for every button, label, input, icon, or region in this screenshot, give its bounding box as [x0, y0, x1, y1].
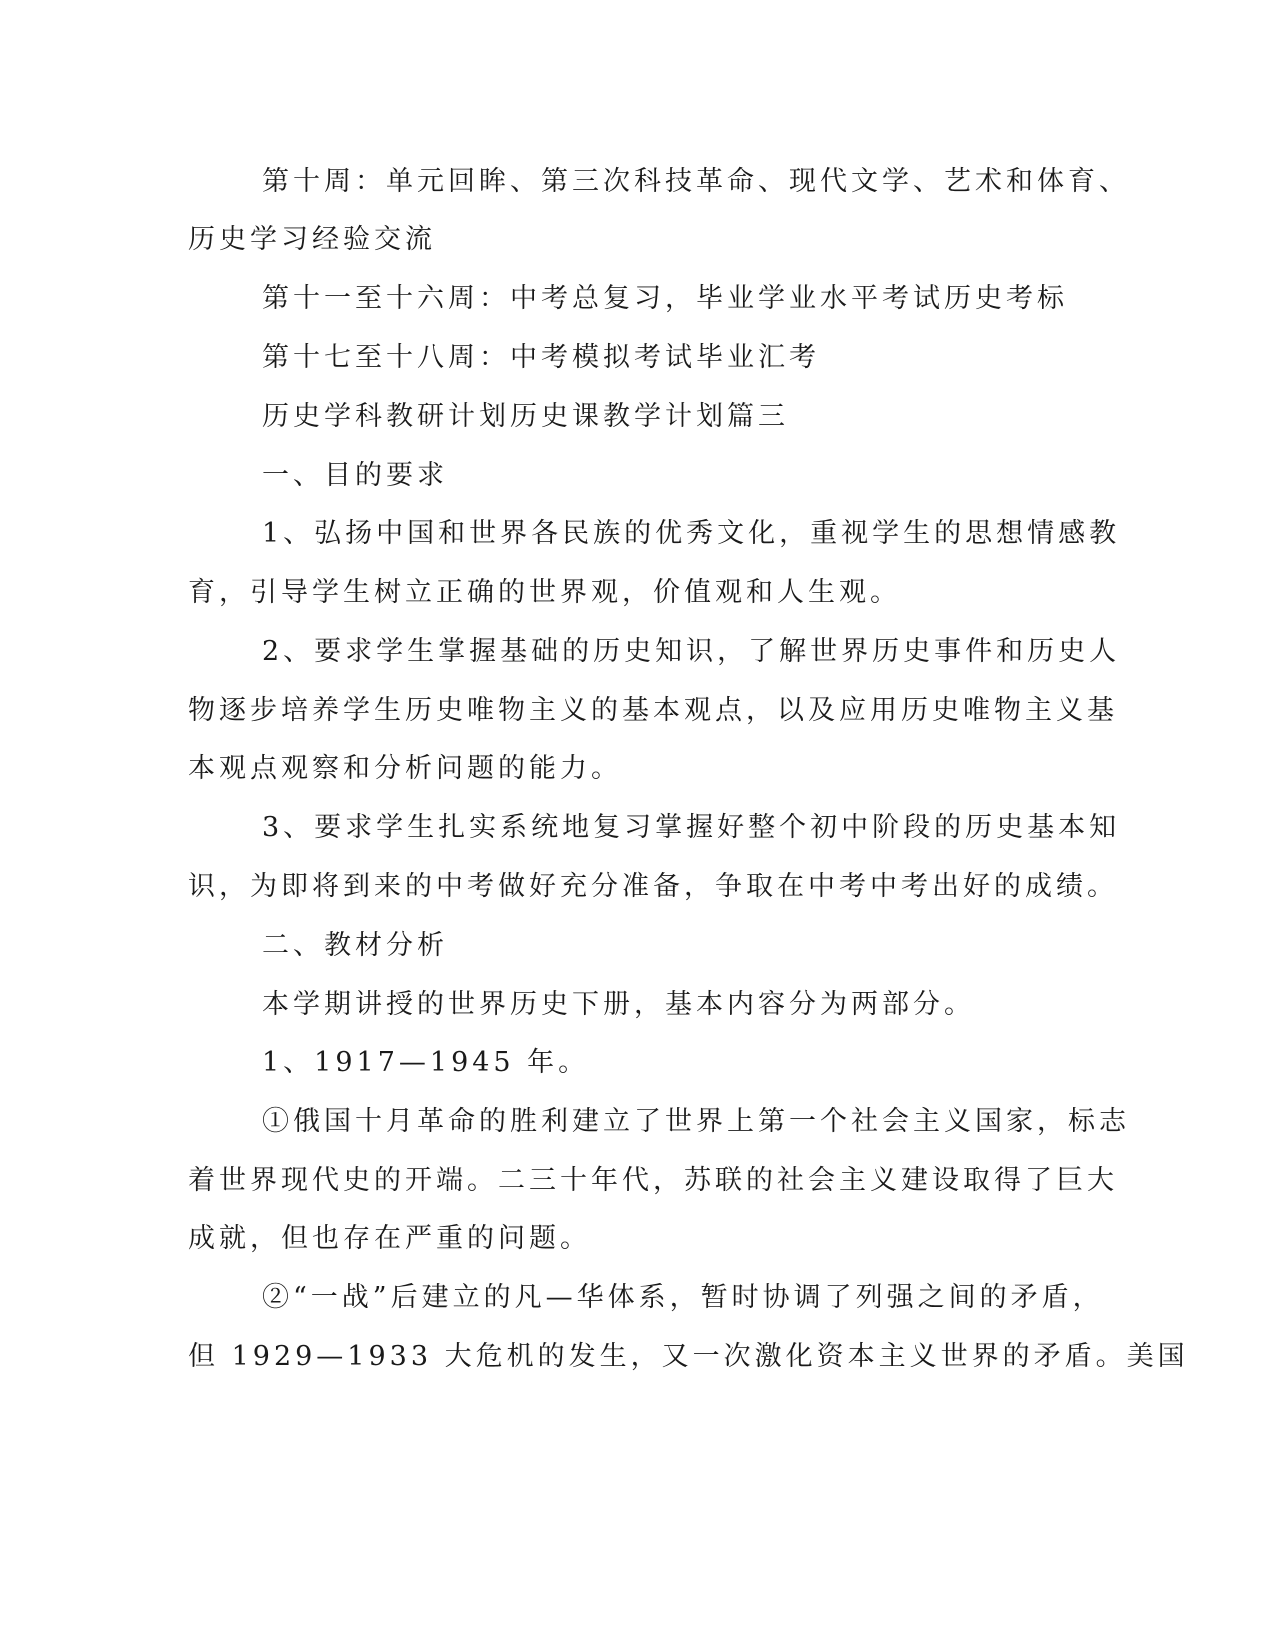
- heading-textbook-analysis: 二、教材分析: [262, 930, 448, 961]
- paragraph-week-ten-cont: 历史学习经验交流: [188, 224, 436, 255]
- objective-1: 1、弘扬中国和世界各民族的优秀文化，重视学生的思想情感教: [262, 518, 1121, 549]
- analysis-point-1-cont-1: 着世界现代史的开端。二三十年代，苏联的社会主义建设取得了巨大: [188, 1165, 1118, 1196]
- analysis-point-1-cont-2: 成就，但也存在严重的问题。: [188, 1223, 591, 1254]
- paragraph-week-seventeen-eighteen: 第十七至十八周：中考模拟考试毕业汇考: [262, 342, 820, 373]
- heading-objectives: 一、目的要求: [262, 460, 448, 491]
- objective-3-cont: 识，为即将到来的中考做好充分准备，争取在中考中考出好的成绩。: [188, 871, 1118, 902]
- objective-2-cont-1: 物逐步培养学生历史唯物主义的基本观点，以及应用历史唯物主义基: [188, 695, 1118, 726]
- analysis-point-2-cont: 但 1929—1933 大危机的发生，又一次激化资本主义世界的矛盾。美国: [188, 1341, 1189, 1372]
- objective-2: 2、要求学生掌握基础的历史知识，了解世界历史事件和历史人: [262, 636, 1121, 667]
- section-title-plan-three: 历史学科教研计划历史课教学计划篇三: [262, 401, 789, 432]
- paragraph-week-eleven-sixteen: 第十一至十六周：中考总复习，毕业学业水平考试历史考标: [262, 283, 1068, 314]
- paragraph-week-ten: 第十周：单元回眸、第三次科技革命、现代文学、艺术和体育、: [262, 166, 1130, 197]
- analysis-point-2: ②“一战”后建立的凡—华体系，暂时协调了列强之间的矛盾，: [262, 1282, 1104, 1313]
- objective-1-cont: 育，引导学生树立正确的世界观，价值观和人生观。: [188, 577, 901, 608]
- analysis-period-1: 1、1917—1945 年。: [262, 1047, 590, 1078]
- analysis-intro: 本学期讲授的世界历史下册，基本内容分为两部分。: [262, 989, 975, 1020]
- analysis-point-1: ①俄国十月革命的胜利建立了世界上第一个社会主义国家，标志: [262, 1106, 1130, 1137]
- objective-3: 3、要求学生扎实系统地复习掌握好整个初中阶段的历史基本知: [262, 812, 1121, 843]
- objective-2-cont-2: 本观点观察和分析问题的能力。: [188, 753, 622, 784]
